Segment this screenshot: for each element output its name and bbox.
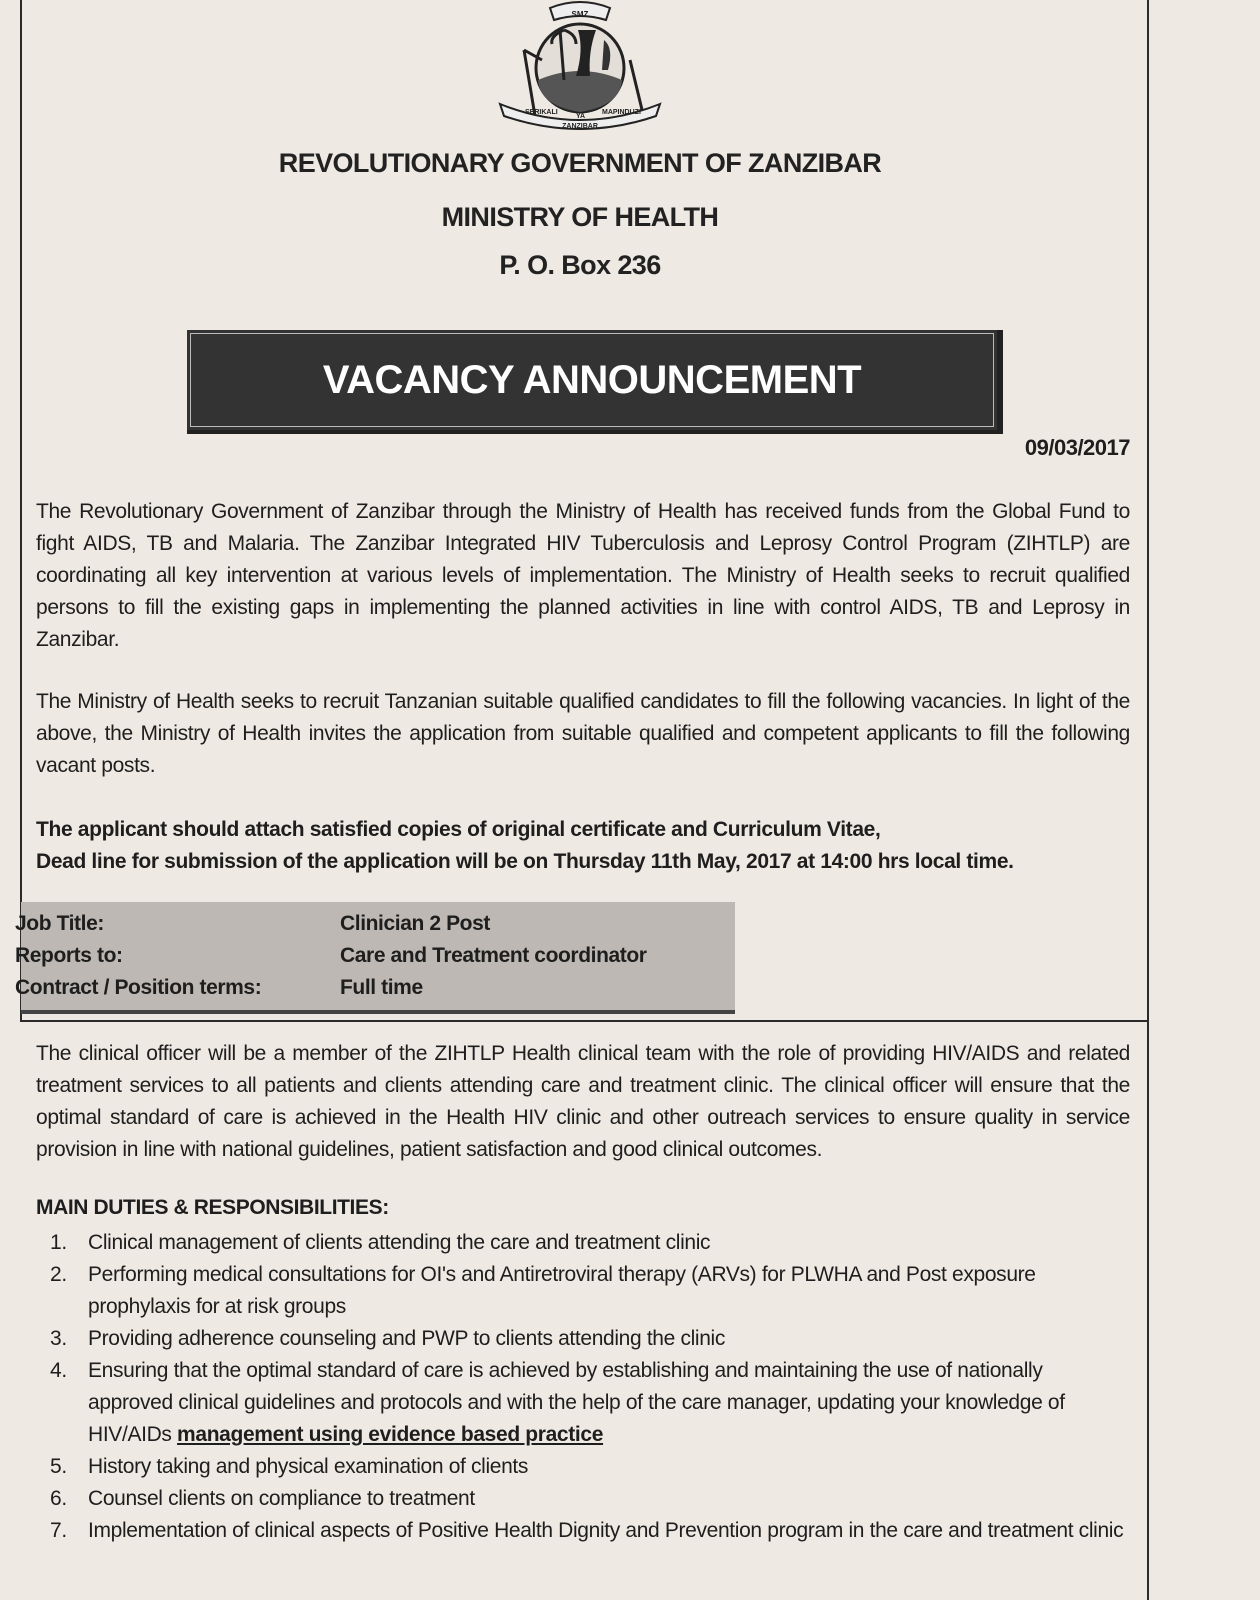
ministry-heading: MINISTRY OF HEALTH (441, 202, 719, 232)
zanzibar-emblem-logo (480, 0, 680, 130)
duty-number: 4. (50, 1359, 67, 1382)
duty-item (36, 1451, 1130, 1483)
svg-text:SMZ: SMZ (571, 10, 589, 19)
duty-item (36, 1515, 1130, 1547)
job-value: Care and Treatment coordinator (340, 944, 647, 967)
job-label: Contract / Position terms: (15, 976, 262, 999)
intro-text-1: The Revolutionary Government of Zanzibar through the Ministry of Health has received funds from the Global Fund to fight AIDS, TB and Malaria. The Zanzibar Integrated HIV Tuberculosis and Leprosy Control Program (ZIHTLP) are coordinating all key intervention at various levels of implementation. The Ministry of Health seeks to recruit qualified persons to fill the existing gaps in implementing the planned activities in line with control AIDS, TB and Leprosy in Zanzibar. (36, 500, 1130, 651)
duty-text: Implementation of clinical aspects of Positive Health Dignity and Prevention program in the care and treatment clinic (88, 1519, 1124, 1542)
announcement-date: 09/03/2017 (1024, 435, 1130, 460)
left-border (20, 0, 22, 1022)
duty-number: 6. (50, 1487, 67, 1510)
right-border (1147, 0, 1149, 1600)
vacancy-banner-title: VACANCY ANNOUNCEMENT (322, 358, 862, 402)
svg-text:ZANZIBAR: ZANZIBAR (562, 123, 598, 130)
duty-number: 7. (50, 1519, 67, 1542)
duty-number: 5. (50, 1455, 67, 1478)
submission-notice (36, 814, 1130, 878)
intro-paragraph-2 (36, 686, 1130, 782)
intro-text-2: The Ministry of Health seeks to recruit Tanzanian suitable qualified candidates to fill the following vacancies. In light of the above, the Ministry of Health invites the application from suitable qualified and competent applicants to fill the following vacant posts. (36, 690, 1130, 777)
duty-item (36, 1259, 1130, 1323)
government-heading: REVOLUTIONARY GOVERNMENT OF ZANZIBAR (278, 148, 882, 178)
address-heading: P. O. Box 236 (499, 250, 661, 280)
duties-heading: MAIN DUTIES & RESPONSIBILITIES: (36, 1196, 389, 1219)
duty-item (36, 1227, 1130, 1259)
duty-text: Clinical management of clients attending the care and treatment clinic (88, 1231, 711, 1254)
intro-paragraph-1 (36, 496, 1130, 656)
duty-number: 2. (50, 1263, 67, 1286)
duty-item (36, 1483, 1130, 1515)
duty-text: Ensuring that the optimal standard of care is achieved by establishing and maintaining the use of nationally approved clinical guidelines and protocols and with the help of the care manager, updating your knowledge of HIV/AIDs (88, 1359, 1065, 1446)
duty-text: Providing adherence counseling and PWP to clients attending the clinic (88, 1327, 726, 1350)
duties-list (36, 1227, 1130, 1547)
job-label: Job Title: (15, 912, 104, 935)
svg-text:YA: YA (576, 113, 586, 120)
duty-text: Performing medical consultations for OI's and Antiretroviral therapy (ARVs) for PLWHA and Post exposure prophylaxis for at risk groups (88, 1263, 1036, 1318)
vacancy-banner (187, 330, 1003, 434)
job-label: Reports to: (15, 944, 123, 967)
duty-text: History taking and physical examination of clients (88, 1455, 529, 1478)
job-value: Full time (340, 976, 423, 999)
role-description (36, 1038, 1130, 1166)
svg-text:MAPINDUZI: MAPINDUZI (602, 109, 641, 116)
duty-underlined-text: management using evidence based practice (177, 1423, 604, 1446)
job-value: Clinician 2 Post (340, 912, 490, 935)
svg-text:SERIKALI: SERIKALI (525, 109, 558, 116)
job-box-divider (20, 1020, 1149, 1022)
notice-line-1: The applicant should attach satisfied copies of original certificate and Curriculum Vitae, (36, 818, 881, 841)
duty-item (36, 1355, 1130, 1451)
duty-number: 1. (50, 1231, 67, 1254)
duty-item (36, 1323, 1130, 1355)
duty-number: 3. (50, 1327, 67, 1350)
role-description-text: The clinical officer will be a member of the ZIHTLP Health clinical team with the role of providing HIV/AIDS and related treatment services to all patients and clients attending care and treatment clinic. The clinical officer will ensure that the optimal standard of care is achieved in the Health HIV clinic and other outreach services to ensure quality in service provision in line with national guidelines, patient satisfaction and good clinical outcomes. (36, 1042, 1130, 1161)
duty-text: Counsel clients on compliance to treatment (88, 1487, 475, 1510)
notice-line-2: Dead line for submission of the application will be on Thursday 11th May, 2017 at 14:00 hrs local time. (36, 850, 1014, 873)
